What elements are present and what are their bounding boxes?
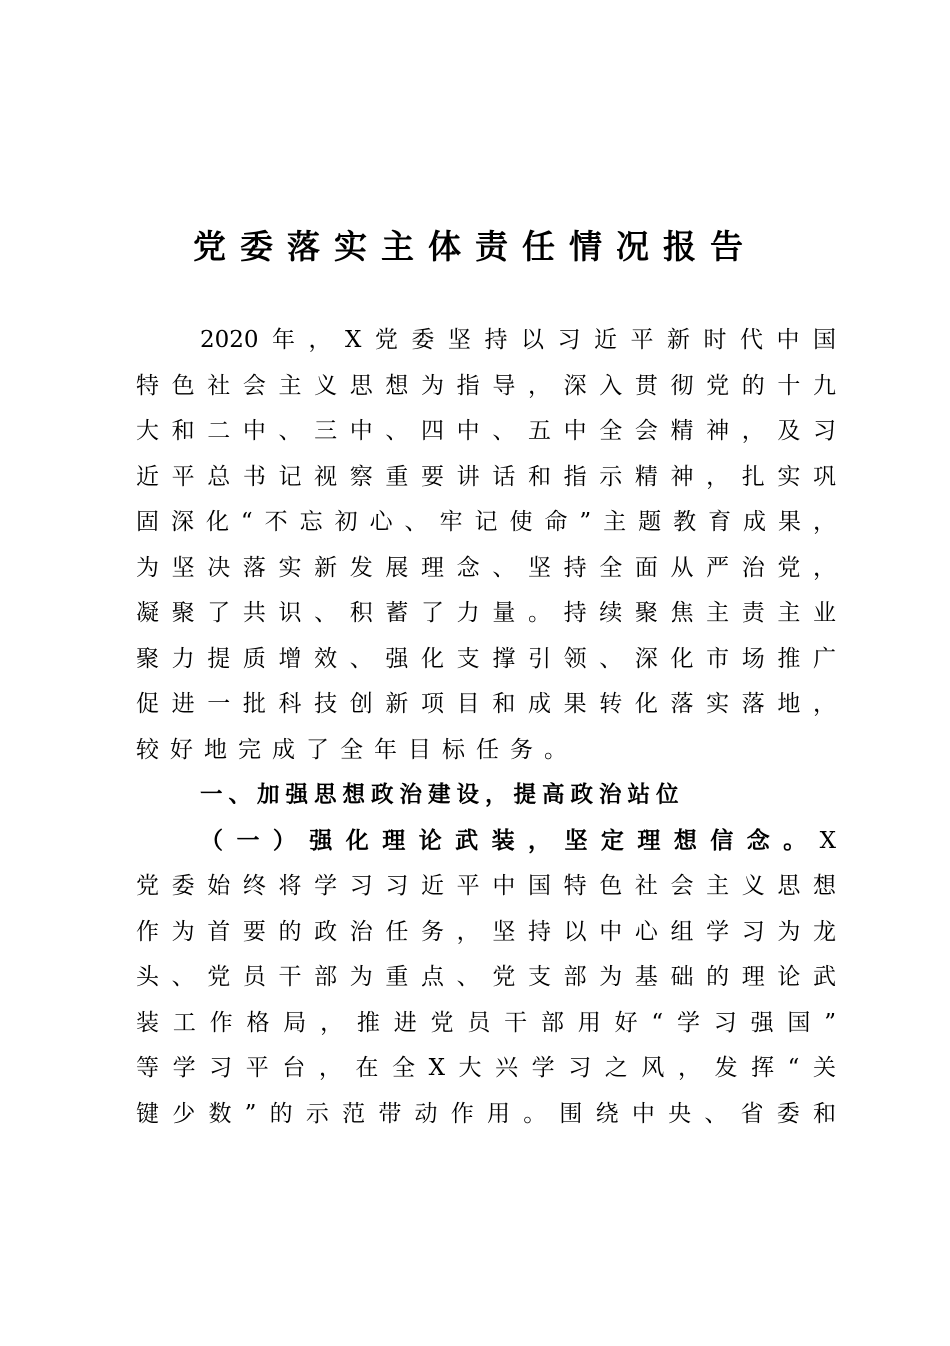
paragraph-line: 固深化“不忘初心、牢记使命”主题教育成果， — [136, 509, 836, 535]
paragraph-line: 近平总书记视察重要讲话和指示精神，扎实巩 — [136, 463, 836, 490]
paragraph-line: 较好地完成了全年目标任务。 — [136, 736, 578, 763]
subsection-heading-line — [136, 819, 836, 865]
paragraph-line: 装工作格局，推进党员干部用好“学习强国” — [136, 1009, 836, 1036]
subsection-heading-tail: X — [819, 827, 836, 854]
paragraph-line: 2020年，X党委坚持以习近平新时代中国 — [200, 327, 836, 353]
paragraph-line: 大和二中、三中、四中、五中全会精神，及习 — [136, 418, 836, 444]
paragraph-line: 等学习平台，在全X大兴学习之风，发挥“关 — [136, 1055, 836, 1081]
paragraph-line: 凝聚了共识、积蓄了力量。持续聚焦主责主业 — [136, 600, 836, 626]
paragraph-line: 键少数”的示范带动作用。围绕中央、省委和 — [136, 1100, 836, 1127]
paragraph-line: 作为首要的政治任务，坚持以中心组学习为龙 — [136, 918, 836, 945]
paragraph-line: 头、党员干部为重点、党支部为基础的理论武 — [136, 964, 836, 990]
document-title: 党委落实主体责任情况报告 — [193, 227, 757, 266]
paragraph-line: 特色社会主义思想为指导，深入贯彻党的十九 — [136, 372, 836, 399]
paragraph-line: 促进一批科技创新项目和成果转化落实落地， — [136, 691, 836, 717]
section-heading: 一、加强思想政治建设，提高政治站位 — [200, 782, 685, 808]
paragraph-line: 聚力提质增效、强化支撑引领、深化市场推广 — [136, 645, 836, 672]
paragraph-line: 为坚决落实新发展理念、坚持全面从严治党， — [136, 554, 836, 581]
body-text-block — [136, 318, 836, 1137]
paragraph-line: 党委始终将学习习近平中国特色社会主义思想 — [136, 873, 836, 899]
subsection-heading: （一）强化理论武装，坚定理想信念。 — [200, 827, 820, 854]
